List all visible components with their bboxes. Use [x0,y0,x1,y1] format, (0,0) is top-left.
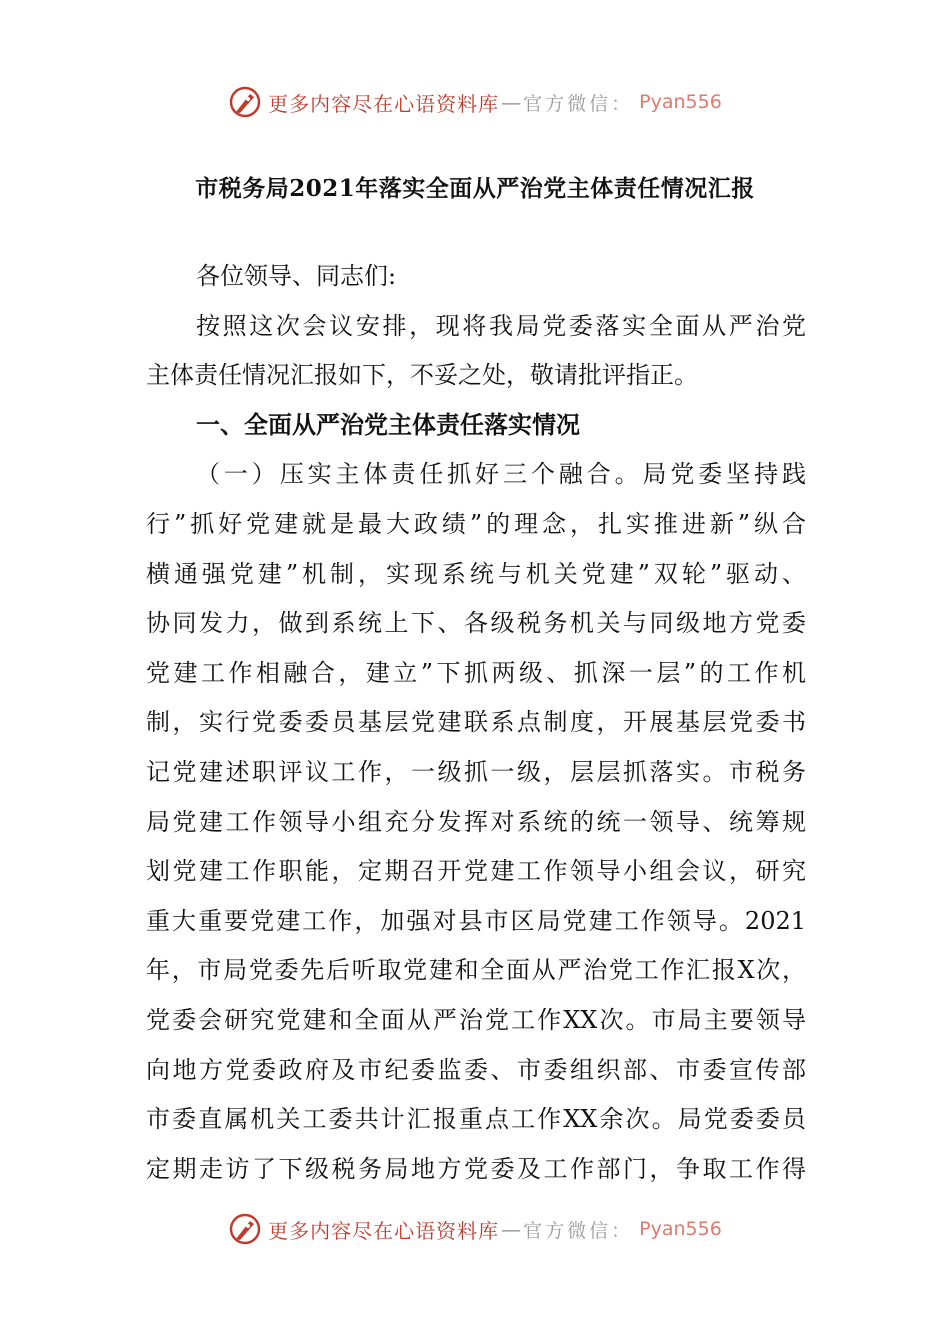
paragraph-line: 年，市局党委先后听取党建和全面从严治党工作汇报X次， [146,956,806,985]
paragraph-line: 按照这次会议安排，现将我局党委落实全面从严治党 [196,311,806,340]
banner-dash: — [501,90,522,114]
pen-nib-circle-icon [228,1212,262,1246]
paragraph-line: 向地方党委政府及市纪委监委、市委组织部、市委宣传部 [146,1055,806,1084]
paragraph-line: 划党建工作职能，定期召开党建工作领导小组会议，研究 [146,857,806,886]
paragraph-line: 横通强党建”机制，实现系统与机关党建”双轮”驱动、 [146,559,806,588]
footer-banner [0,1209,950,1249]
banner-promo-text: 更多内容尽在心语资料库 [268,91,500,116]
paragraph-line: 市委直属机关工委共计汇报重点工作XX余次。局党委委员 [146,1105,806,1134]
paragraph-line: 党建工作相融合，建立”下抓两级、抓深一层”的工作机 [146,658,806,687]
document-body [146,252,806,1194]
paragraph-line: 行”抓好党建就是最大政绩”的理念，扎实推进新”纵合 [146,509,806,538]
banner-wechat-id: Pyan556 [639,1218,722,1240]
header-banner [0,82,950,122]
banner-wechat-label: 官方微信： [523,92,634,115]
section-heading: 一、全面从严治党主体责任落实情况 [196,410,580,439]
greeting: 各位领导、同志们: [196,262,397,290]
paragraph-line: 局党建工作领导小组充分发挥对系统的统一领导、统筹规 [146,807,806,836]
paragraph-line: 定期走访了下级税务局地方党委及工作部门，争取工作得 [146,1154,806,1183]
document-title: 市税务局2021年落实全面从严治党主体责任情况汇报 [195,175,755,202]
paragraph-line: 记党建述职评议工作，一级抓一级，层层抓落实。市税务 [146,757,806,786]
paragraph-line: 主体责任情况汇报如下，不妥之处，敬请批评指正。 [146,361,698,390]
paragraph-line: 制，实行党委委员基层党建联系点制度，开展基层党委书 [146,708,806,737]
banner-wechat-label: 官方微信： [523,1219,634,1242]
banner-dash: — [501,1217,522,1241]
paragraph-line: 党委会研究党建和全面从严治党工作XX次。市局主要领导 [146,1005,806,1034]
paragraph-line: 协同发力，做到系统上下、各级税务机关与同级地方党委 [146,609,806,638]
pen-nib-circle-icon [228,85,262,119]
banner-promo-text: 更多内容尽在心语资料库 [268,1218,500,1243]
paragraph-line: 重大重要党建工作，加强对县市区局党建工作领导。2021 [146,906,806,935]
paragraph-line: （一）压实主体责任抓好三个融合。局党委坚持践 [196,460,806,489]
banner-wechat-id: Pyan556 [639,91,722,113]
